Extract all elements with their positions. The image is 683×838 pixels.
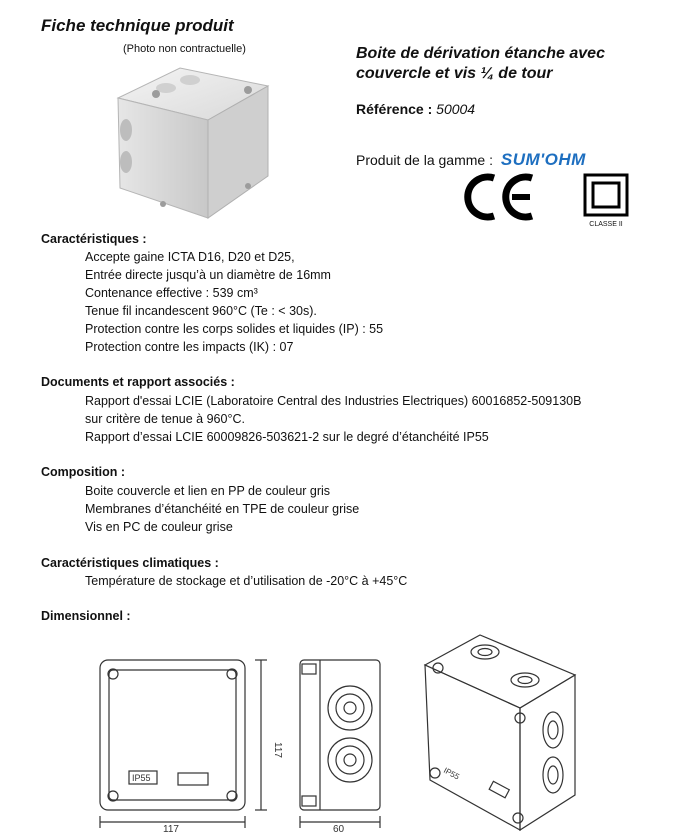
list-item: Accepte gaine ICTA D16, D20 et D25, <box>85 250 295 264</box>
front-ip-label: IP55 <box>132 773 151 783</box>
product-photo <box>108 58 278 220</box>
reference-label: Référence : <box>356 101 433 117</box>
list-item: Température de stockage et d’utilisation de -20°C à +45°C <box>85 574 408 588</box>
reference-value: 50004 <box>436 101 476 117</box>
product-name <box>356 44 605 84</box>
class-ii-icon <box>582 172 630 218</box>
section-climate-title: Caractéristiques climatiques : <box>41 556 219 570</box>
photo-note: (Photo non contractuelle) <box>123 43 246 55</box>
range-label: Produit de la gamme : <box>356 152 493 168</box>
product-range <box>356 150 586 170</box>
climate-list <box>85 572 407 590</box>
class-ii-mark <box>582 172 630 230</box>
section-characteristics-title: Caractéristiques : <box>41 232 147 246</box>
isometric-view-drawing <box>425 635 575 830</box>
list-item: Vis en PC de couleur grise <box>85 520 233 534</box>
side-view-drawing <box>300 660 380 828</box>
width-dimension: 117 <box>163 824 179 835</box>
composition-list <box>85 482 359 536</box>
documents-list <box>85 392 645 446</box>
class-ii-label: CLASSE II <box>589 221 623 228</box>
characteristics-list <box>85 248 383 356</box>
section-composition-title: Composition : <box>41 465 126 479</box>
front-view-drawing <box>100 660 267 828</box>
list-item: Protection contre les corps solides et liquides (IP) : 55 <box>85 322 384 336</box>
product-name-line1: Boite de dérivation étanche avec <box>356 45 605 62</box>
list-item: Protection contre les impacts (IK) : 07 <box>85 340 294 354</box>
list-item: sur critère de tenue à 960°C. <box>85 412 245 426</box>
product-name-line2: couvercle et vis ¼ de tour <box>356 65 553 82</box>
list-item: Boite couvercle et lien en PP de couleur gris <box>85 484 331 498</box>
height-dimension: 117 <box>272 742 283 758</box>
reference <box>356 101 475 117</box>
brand-logo: SUM'OHM <box>500 150 586 169</box>
list-item: Tenue fil incandescent 960°C (Te : < 30s). <box>85 304 317 318</box>
iso-ip-label: IP55 <box>442 765 461 782</box>
page-title: Fiche technique produit <box>41 16 234 35</box>
list-item: Entrée directe jusqu’à un diamètre de 16mm <box>85 268 331 282</box>
list-item: Rapport d'essai LCIE (Laboratoire Central des Industries Electriques) 60016852-509130B <box>85 394 582 408</box>
list-item: Rapport d’essai LCIE 60009826-503621-2 sur le degré d’étanchéité IP55 <box>85 430 489 444</box>
section-documents-title: Documents et rapport associés : <box>41 375 235 389</box>
section-dimensions-title: Dimensionnel : <box>41 609 131 623</box>
list-item: Membranes d’étanchéité en TPE de couleur grise <box>85 502 360 516</box>
list-item: Contenance effective : 539 cm³ <box>85 286 258 300</box>
dimension-drawings <box>95 630 595 835</box>
ce-mark-icon <box>460 172 538 222</box>
depth-dimension: 60 <box>333 824 345 835</box>
